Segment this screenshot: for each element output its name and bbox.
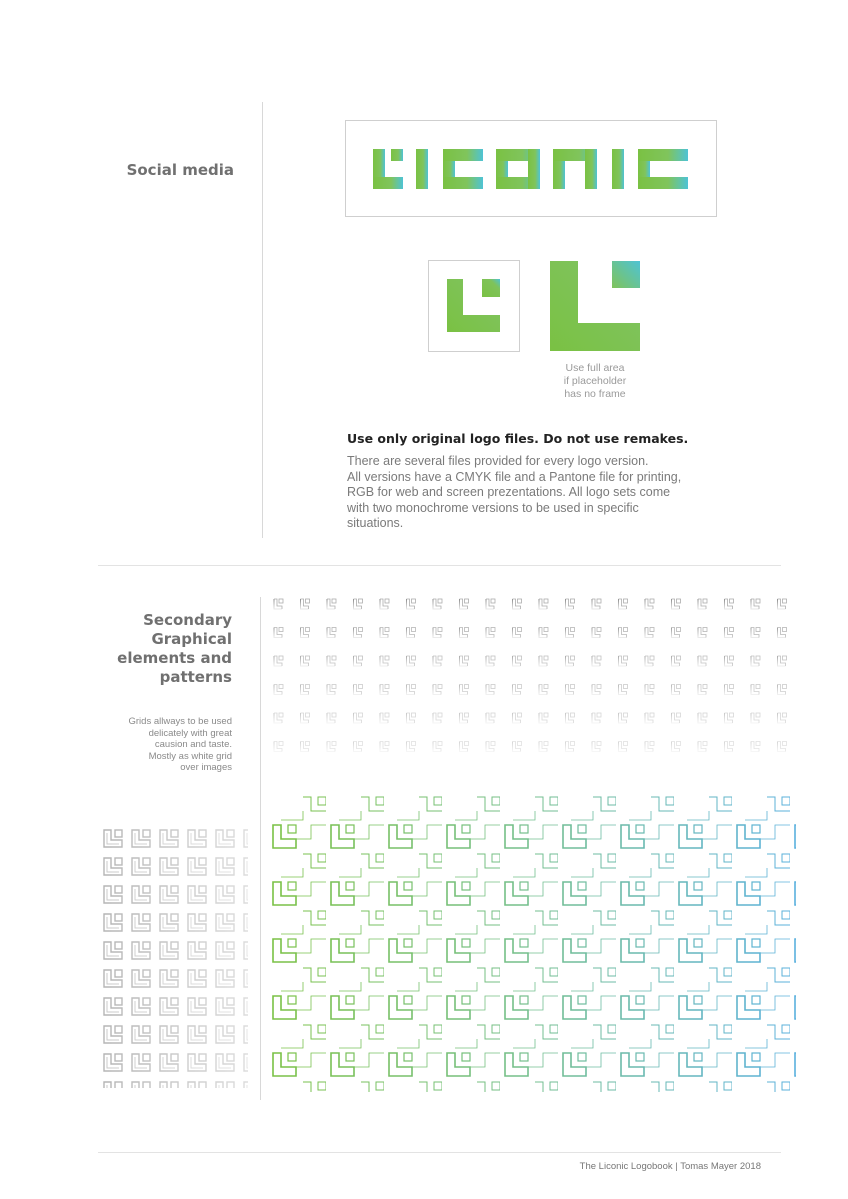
liconic-icon-logo	[429, 261, 519, 351]
icon-logo-frame	[428, 260, 520, 352]
footer-credit: The Liconic Logobook | Tomas Mayer 2018	[579, 1161, 761, 1172]
title-line: Graphical	[151, 630, 232, 648]
section-title-social-media: Social media	[126, 161, 234, 179]
gradient-grid-pattern	[268, 792, 796, 1092]
grid-usage-note: Grids allways to be used delicately with great causion and taste. Mostly as white grid over images	[128, 716, 232, 773]
section-title-secondary	[40, 611, 232, 687]
footer-divider	[98, 1152, 781, 1153]
liconic-wordmark-logo	[346, 121, 716, 216]
vertical-divider	[262, 102, 263, 538]
section-divider	[98, 565, 781, 566]
full-area-icon	[550, 261, 640, 351]
liconic-full-icon-logo	[550, 261, 640, 351]
full-area-caption: Use full area if placeholder has no frame	[563, 362, 627, 400]
light-grid-pattern	[268, 596, 798, 768]
wordmark-logo-frame	[345, 120, 717, 217]
vertical-divider-secondary	[260, 597, 261, 1100]
title-line: patterns	[159, 668, 232, 686]
logo-files-description: There are several files provided for every logo version. All versions have a CMYK file and a Pantone file for printing, RGB for web and screen prezentations. All logo sets come with two monochrome versions to be used in specific situations.	[347, 454, 682, 530]
title-line: Secondary	[143, 611, 232, 629]
logo-rule-heading: Use only original logo files. Do not use remakes.	[347, 431, 689, 446]
title-line: elements and	[117, 649, 232, 667]
grey-dense-pattern	[100, 826, 248, 1088]
